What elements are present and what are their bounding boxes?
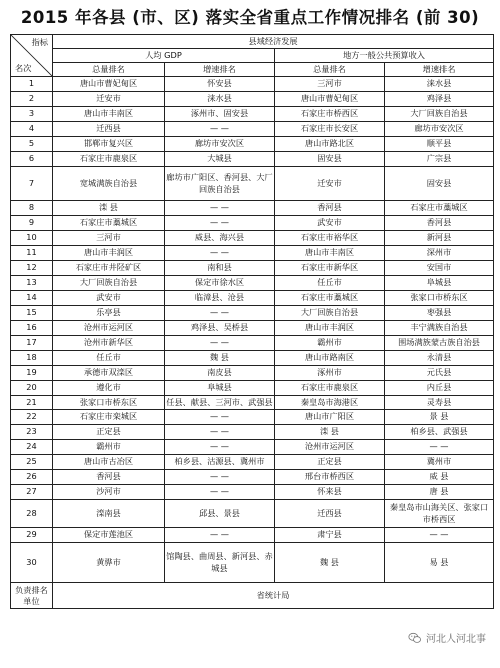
- gdp-total-cell: 滦南县: [53, 500, 165, 528]
- gdp-growth-cell: 保定市徐水区: [165, 276, 275, 291]
- table-row: [11, 306, 494, 321]
- revenue-total-cell: 石家庄市藁城区: [275, 291, 385, 306]
- gdp-total-cell: 沧州市新华区: [53, 336, 165, 351]
- revenue-growth-cell: 广宗县: [385, 152, 494, 167]
- rank-cell: 13: [11, 276, 53, 291]
- revenue-growth-cell: — —: [385, 440, 494, 455]
- responsible-unit-value: 省统计局: [53, 583, 494, 609]
- revenue-total-cell: 迁安市: [275, 167, 385, 201]
- rank-cell: 3: [11, 107, 53, 122]
- gdp-total-cell: 唐山市古冶区: [53, 455, 165, 470]
- wechat-icon: [408, 631, 422, 645]
- gdp-total-cell: 遵化市: [53, 381, 165, 396]
- gdp-growth-cell: 魏 县: [165, 351, 275, 366]
- revenue-total-cell: 怀来县: [275, 485, 385, 500]
- revenue-growth-cell: 易 县: [385, 543, 494, 583]
- footer-row: [11, 583, 494, 609]
- revenue-total-cell: 唐山市丰润区: [275, 321, 385, 336]
- revenue-total-cell: 迁西县: [275, 500, 385, 528]
- table-row: [11, 231, 494, 246]
- table-row: [11, 500, 494, 528]
- revenue-total-cell: 石家庄市新华区: [275, 261, 385, 276]
- revenue-total-cell: 固安县: [275, 152, 385, 167]
- revenue-total-cell: 石家庄市鹿泉区: [275, 381, 385, 396]
- gdp-growth-cell: 廊坊市安次区: [165, 137, 275, 152]
- gdp-total-cell: 香河县: [53, 470, 165, 485]
- gdp-total-cell: 承德市双滦区: [53, 366, 165, 381]
- revenue-total-cell: 香河县: [275, 201, 385, 216]
- rank-cell: 18: [11, 351, 53, 366]
- gdp-growth-cell: — —: [165, 425, 275, 440]
- revenue-total-cell: 滦 县: [275, 425, 385, 440]
- page-title: 2015 年各县 (市、区) 落实全省重点工作情况排名 (前 30): [20, 8, 480, 27]
- table-row: [11, 470, 494, 485]
- revenue-total-cell: 武安市: [275, 216, 385, 231]
- rank-label: 名次: [15, 62, 32, 73]
- rank-cell: 7: [11, 167, 53, 201]
- rank-cell: 9: [11, 216, 53, 231]
- gdp-growth-cell: 柏乡县、沽源县、冀州市: [165, 455, 275, 470]
- revenue-growth-cell: 元氏县: [385, 366, 494, 381]
- rank-cell: 24: [11, 440, 53, 455]
- gdp-growth-cell: — —: [165, 216, 275, 231]
- rank-cell: 10: [11, 231, 53, 246]
- revenue-total-cell: 唐山市丰南区: [275, 246, 385, 261]
- gdp-total-header: 总量排名: [53, 63, 165, 77]
- revenue-growth-header: 增速排名: [385, 63, 494, 77]
- gdp-growth-cell: — —: [165, 246, 275, 261]
- rank-cell: 8: [11, 201, 53, 216]
- rank-cell: 16: [11, 321, 53, 336]
- table-row: [11, 321, 494, 336]
- revenue-total-cell: 唐山市路北区: [275, 137, 385, 152]
- revenue-total-cell: 邢台市桥西区: [275, 470, 385, 485]
- rank-cell: 19: [11, 366, 53, 381]
- revenue-total-cell: 三河市: [275, 77, 385, 92]
- gdp-total-cell: 三河市: [53, 231, 165, 246]
- rank-cell: 5: [11, 137, 53, 152]
- gdp-growth-cell: 临漳县、沧县: [165, 291, 275, 306]
- gdp-total-cell: 武安市: [53, 291, 165, 306]
- gdp-growth-cell: 馆陶县、曲周县、新河县、赤城县: [165, 543, 275, 583]
- gdp-growth-cell: 南和县: [165, 261, 275, 276]
- gdp-growth-cell: — —: [165, 122, 275, 137]
- gdp-total-cell: 滦 县: [53, 201, 165, 216]
- rank-cell: 17: [11, 336, 53, 351]
- rank-cell: 23: [11, 425, 53, 440]
- revenue-growth-cell: 枣强县: [385, 306, 494, 321]
- revenue-total-cell: 大厂回族自治县: [275, 306, 385, 321]
- gdp-total-cell: 迁西县: [53, 122, 165, 137]
- table-row: [11, 216, 494, 231]
- rank-cell: 28: [11, 500, 53, 528]
- gdp-growth-cell: — —: [165, 470, 275, 485]
- revenue-total-cell: 任丘市: [275, 276, 385, 291]
- table-row: [11, 440, 494, 455]
- revenue-growth-cell: 冀州市: [385, 455, 494, 470]
- table-row: [11, 107, 494, 122]
- category-header: 县域经济发展: [53, 35, 494, 49]
- revenue-total-cell: 肃宁县: [275, 528, 385, 543]
- table-row: [11, 366, 494, 381]
- table-row: [11, 92, 494, 107]
- table-row: [11, 485, 494, 500]
- gdp-growth-cell: 鸡泽县、吴桥县: [165, 321, 275, 336]
- gdp-growth-cell: 廊坊市广阳区、香河县、大厂回族自治县: [165, 167, 275, 201]
- revenue-growth-cell: 秦皇岛市山海关区、张家口市桥西区: [385, 500, 494, 528]
- revenue-growth-cell: 柏乡县、武强县: [385, 425, 494, 440]
- revenue-growth-cell: 丰宁满族自治县: [385, 321, 494, 336]
- ranking-table: [10, 34, 494, 609]
- rank-cell: 21: [11, 396, 53, 410]
- rank-cell: 15: [11, 306, 53, 321]
- table-row: [11, 276, 494, 291]
- table-row: [11, 351, 494, 366]
- watermark-text: 河北人河北事: [426, 634, 486, 645]
- rank-cell: 25: [11, 455, 53, 470]
- gdp-total-cell: 邯郸市复兴区: [53, 137, 165, 152]
- gdp-growth-cell: 任县、献县、三河市、武强县: [165, 396, 275, 410]
- gdp-total-cell: 大厂回族自治县: [53, 276, 165, 291]
- table-row: [11, 122, 494, 137]
- rank-cell: 20: [11, 381, 53, 396]
- table-row: [11, 336, 494, 351]
- table-row: [11, 425, 494, 440]
- gdp-growth-header: 增速排名: [165, 63, 275, 77]
- gdp-total-cell: 保定市莲池区: [53, 528, 165, 543]
- gdp-total-cell: 迁安市: [53, 92, 165, 107]
- table-row: [11, 381, 494, 396]
- table-row: [11, 410, 494, 425]
- revenue-growth-cell: 阜城县: [385, 276, 494, 291]
- gdp-total-cell: 石家庄市藁城区: [53, 216, 165, 231]
- gdp-growth-cell: — —: [165, 306, 275, 321]
- table-row: [11, 455, 494, 470]
- revenue-growth-cell: 鸡泽县: [385, 92, 494, 107]
- revenue-total-cell: 涿州市: [275, 366, 385, 381]
- gdp-growth-cell: 涿州市、固安县: [165, 107, 275, 122]
- gdp-total-cell: 正定县: [53, 425, 165, 440]
- revenue-growth-cell: 内丘县: [385, 381, 494, 396]
- corner-header-cell: [11, 35, 53, 77]
- gdp-growth-cell: 阜城县: [165, 381, 275, 396]
- revenue-total-cell: 石家庄市桥西区: [275, 107, 385, 122]
- gdp-total-cell: 黄骅市: [53, 543, 165, 583]
- revenue-growth-cell: 廊坊市安次区: [385, 122, 494, 137]
- gdp-total-cell: 石家庄市鹿泉区: [53, 152, 165, 167]
- gdp-group-header: 人均 GDP: [53, 49, 275, 63]
- rank-cell: 11: [11, 246, 53, 261]
- table-row: [11, 543, 494, 583]
- rank-cell: 4: [11, 122, 53, 137]
- table-row: [11, 152, 494, 167]
- revenue-growth-cell: 景 县: [385, 410, 494, 425]
- revenue-total-cell: 沧州市运河区: [275, 440, 385, 455]
- revenue-growth-cell: 围场满族蒙古族自治县: [385, 336, 494, 351]
- gdp-growth-cell: — —: [165, 410, 275, 425]
- rank-cell: 30: [11, 543, 53, 583]
- revenue-growth-cell: 安国市: [385, 261, 494, 276]
- gdp-growth-cell: 怀安县: [165, 77, 275, 92]
- gdp-total-cell: 任丘市: [53, 351, 165, 366]
- revenue-growth-cell: 固安县: [385, 167, 494, 201]
- gdp-growth-cell: 邱县、景县: [165, 500, 275, 528]
- revenue-growth-cell: 香河县: [385, 216, 494, 231]
- table-row: [11, 167, 494, 201]
- table-row: [11, 528, 494, 543]
- gdp-growth-cell: — —: [165, 440, 275, 455]
- gdp-total-cell: 乐亭县: [53, 306, 165, 321]
- rank-cell: 29: [11, 528, 53, 543]
- revenue-growth-cell: 深州市: [385, 246, 494, 261]
- gdp-growth-cell: 威县、海兴县: [165, 231, 275, 246]
- revenue-growth-cell: 涞水县: [385, 77, 494, 92]
- table-row: [11, 246, 494, 261]
- revenue-total-cell: 秦皇岛市海港区: [275, 396, 385, 410]
- revenue-total-header: 总量排名: [275, 63, 385, 77]
- revenue-total-cell: 正定县: [275, 455, 385, 470]
- revenue-total-cell: 魏 县: [275, 543, 385, 583]
- revenue-growth-cell: 顺平县: [385, 137, 494, 152]
- gdp-total-cell: 唐山市丰润区: [53, 246, 165, 261]
- rank-cell: 14: [11, 291, 53, 306]
- revenue-growth-cell: 新河县: [385, 231, 494, 246]
- rank-cell: 6: [11, 152, 53, 167]
- gdp-growth-cell: — —: [165, 485, 275, 500]
- gdp-total-cell: 张家口市桥东区: [53, 396, 165, 410]
- gdp-total-cell: 宽城满族自治县: [53, 167, 165, 201]
- gdp-growth-cell: — —: [165, 336, 275, 351]
- revenue-group-header: 地方一般公共预算收入: [275, 49, 494, 63]
- gdp-total-cell: 霸州市: [53, 440, 165, 455]
- gdp-growth-cell: 涞水县: [165, 92, 275, 107]
- revenue-total-cell: 霸州市: [275, 336, 385, 351]
- gdp-total-cell: 沙河市: [53, 485, 165, 500]
- table-row: [11, 77, 494, 92]
- revenue-growth-cell: 永清县: [385, 351, 494, 366]
- gdp-total-cell: 石家庄市栾城区: [53, 410, 165, 425]
- table-row: [11, 137, 494, 152]
- revenue-total-cell: 石家庄市裕华区: [275, 231, 385, 246]
- revenue-growth-cell: 张家口市桥东区: [385, 291, 494, 306]
- revenue-total-cell: 石家庄市长安区: [275, 122, 385, 137]
- gdp-growth-cell: 南皮县: [165, 366, 275, 381]
- gdp-growth-cell: — —: [165, 201, 275, 216]
- table-row: [11, 261, 494, 276]
- revenue-total-cell: 唐山市曹妃甸区: [275, 92, 385, 107]
- rank-cell: 2: [11, 92, 53, 107]
- gdp-total-cell: 唐山市丰南区: [53, 107, 165, 122]
- table-row: [11, 396, 494, 410]
- indicator-label: 指标: [31, 37, 48, 47]
- rank-cell: 12: [11, 261, 53, 276]
- rank-cell: 27: [11, 485, 53, 500]
- rank-cell: 22: [11, 410, 53, 425]
- rank-cell: 1: [11, 77, 53, 92]
- gdp-total-cell: 石家庄市井陉矿区: [53, 261, 165, 276]
- table-row: [11, 291, 494, 306]
- gdp-total-cell: 唐山市曹妃甸区: [53, 77, 165, 92]
- table-row: [11, 201, 494, 216]
- revenue-growth-cell: 大厂回族自治县: [385, 107, 494, 122]
- rank-cell: 26: [11, 470, 53, 485]
- gdp-growth-cell: 大城县: [165, 152, 275, 167]
- gdp-total-cell: 沧州市运河区: [53, 321, 165, 336]
- gdp-growth-cell: — —: [165, 528, 275, 543]
- revenue-growth-cell: 唐 县: [385, 485, 494, 500]
- revenue-total-cell: 唐山市广阳区: [275, 410, 385, 425]
- revenue-growth-cell: — —: [385, 528, 494, 543]
- revenue-growth-cell: 石家庄市藁城区: [385, 201, 494, 216]
- revenue-growth-cell: 威 县: [385, 470, 494, 485]
- revenue-growth-cell: 灵寿县: [385, 396, 494, 410]
- watermark: [404, 628, 490, 647]
- revenue-total-cell: 唐山市路南区: [275, 351, 385, 366]
- responsible-unit-label: 负责排名单位: [11, 583, 53, 609]
